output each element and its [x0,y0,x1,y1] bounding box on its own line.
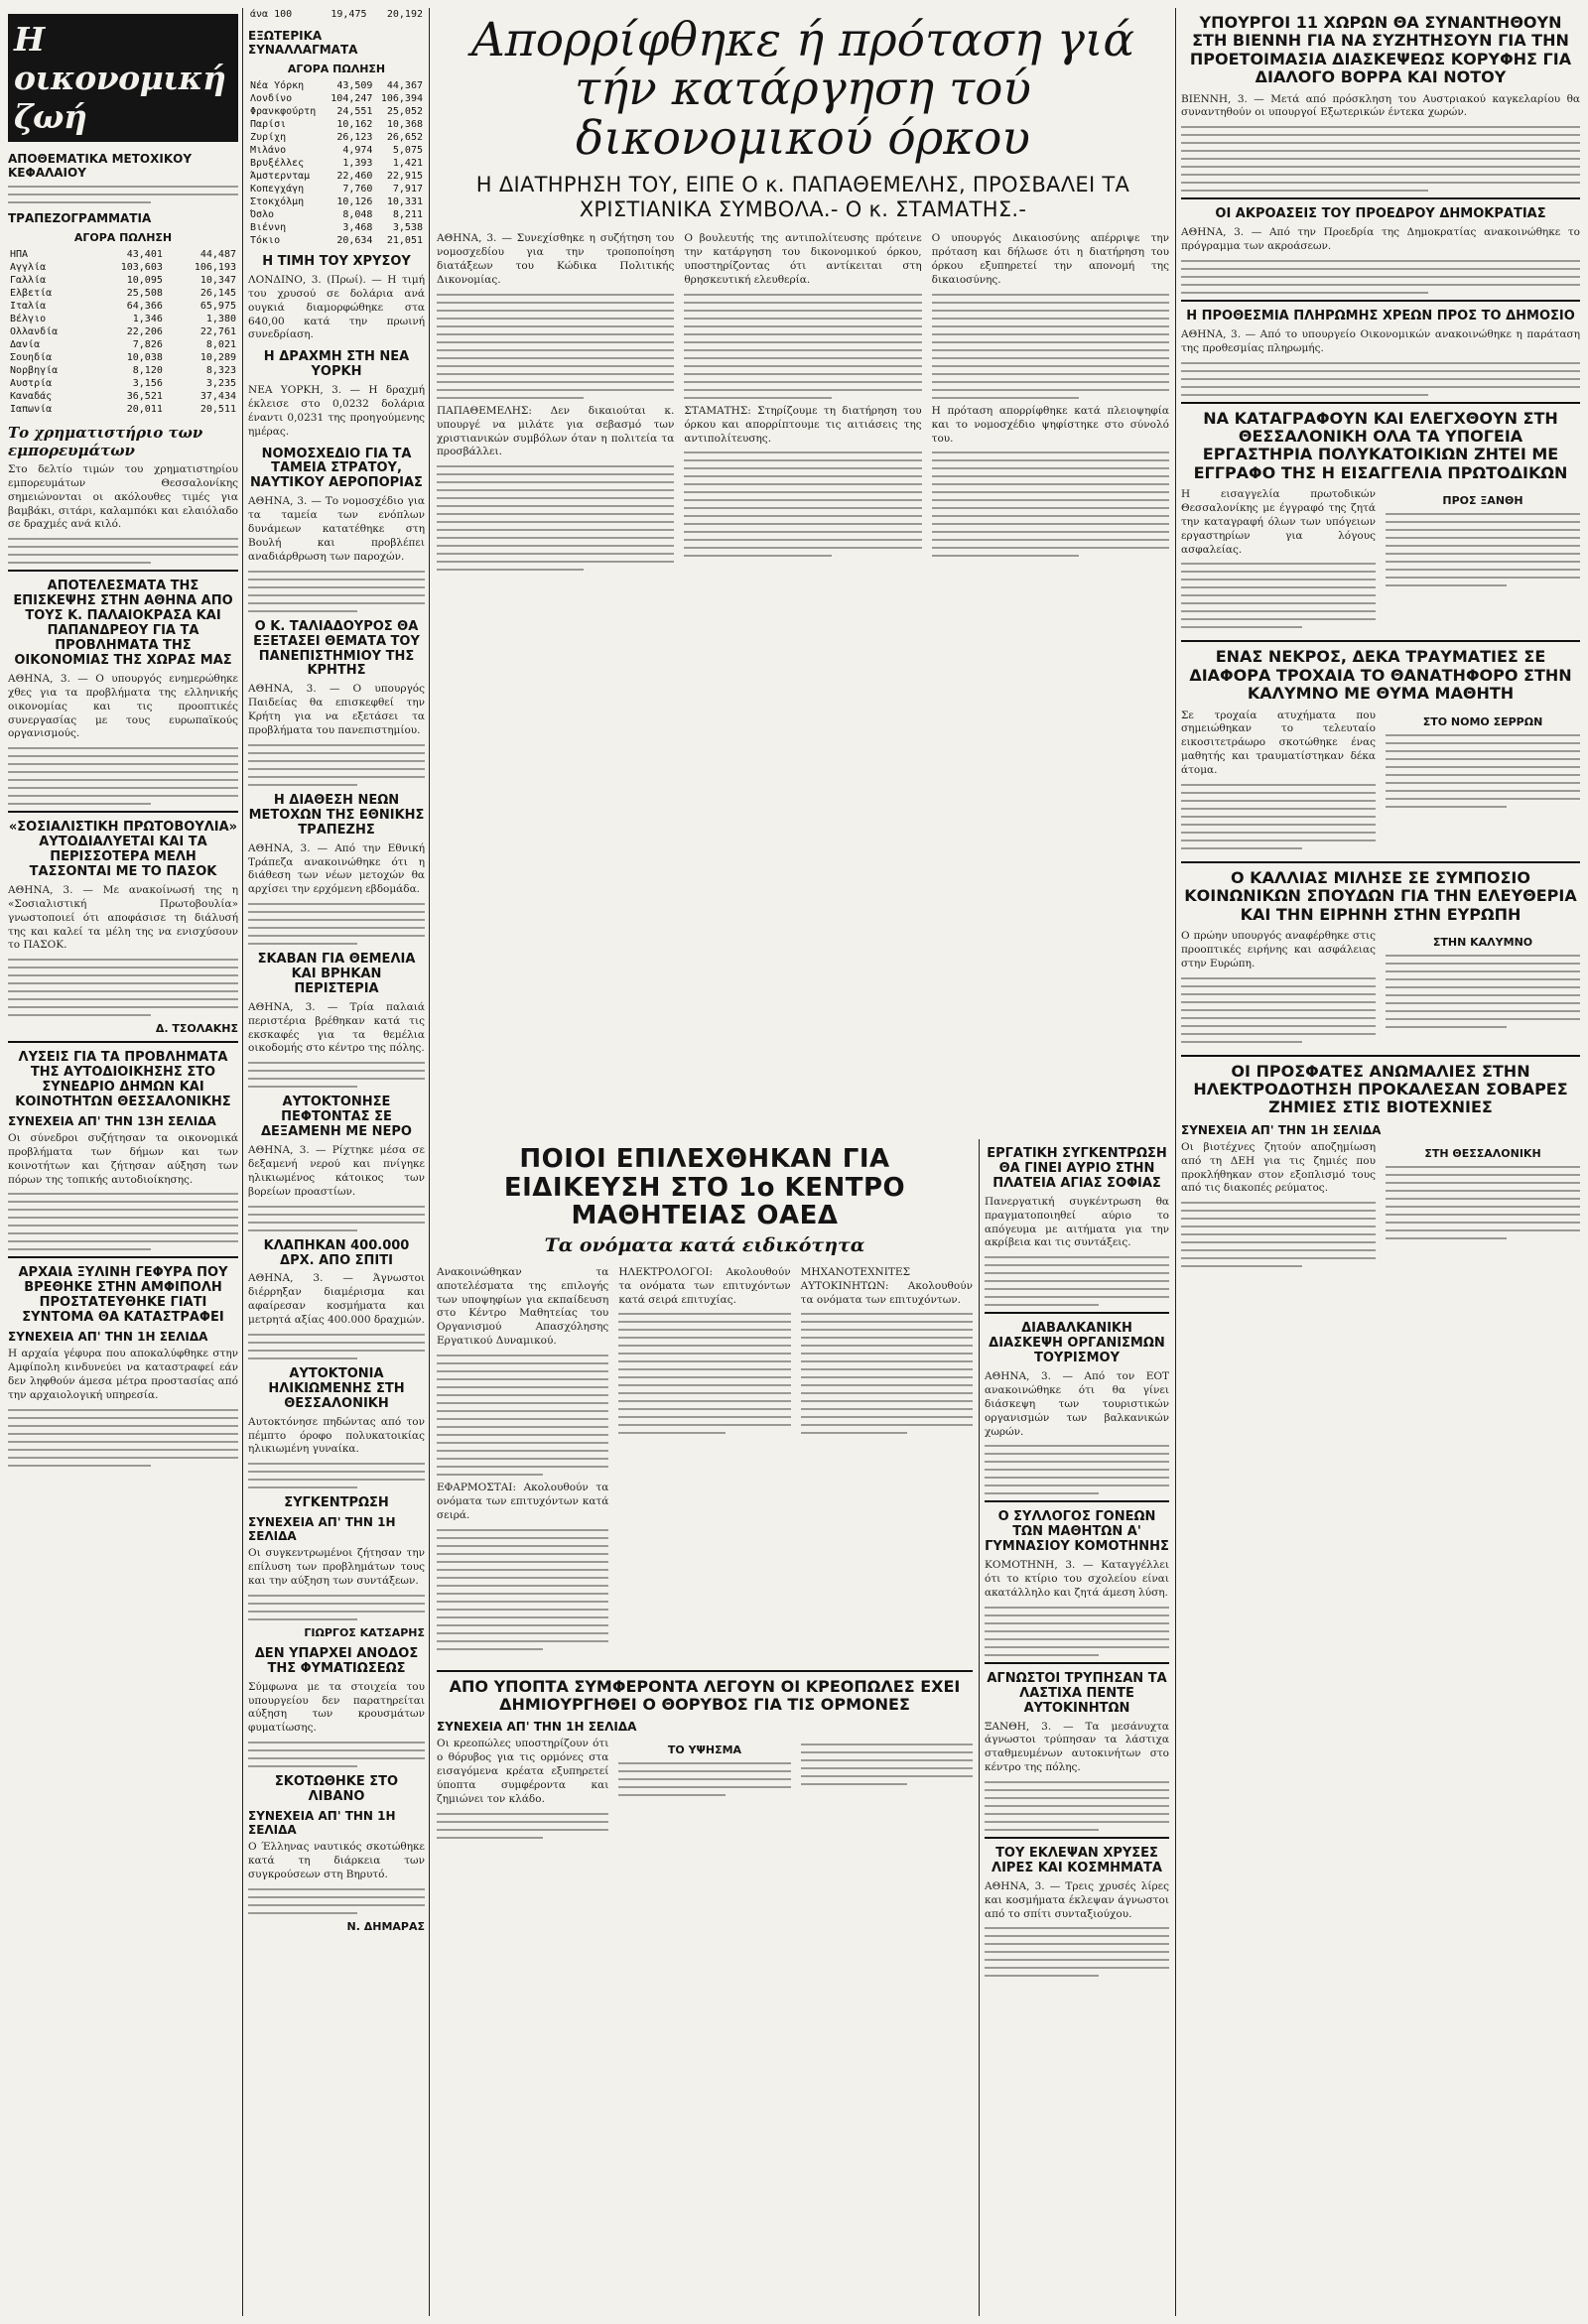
article-text: ΑΘΗΝΑ, 3. — Με ανακοίνωσή της η «Σοσιαλιστική Πρωτοβουλία» γνωστοποιεί ότι αποφάσισε τη διάλυσή της και καλεί τα μέλη της να ενισχύσουν το ΠΑΣΟΚ. [8,883,238,952]
table-cell: 3,156 [132,378,163,389]
article-headline: ΔΕΝ ΥΠΑΡΧΕΙ ΑΝΟΔΟΣ ΤΗΣ ΦΥΜΑΤΙΩΣΕΩΣ [254,1645,419,1676]
commodities-title: Το χρηματιστήριο των εμπορευμάτων [8,424,203,459]
column-rule [242,8,243,2316]
article-headline: ΟΙ ΠΡΟΣΦΑΤΕΣ ΑΝΩΜΑΛΙΕΣ ΣΤΗΝ ΗΛΕΚΤΡΟΔΟΤΗΣΗ ΠΡΟΚΑΛΕΣΑΝ ΣΟΒΑΡΕΣ ΖΗΜΙΕΣ ΣΤΙΣ ΒΙΟΤΕΧΝΙΕΣ [1193,1061,1568,1117]
text-lines [248,903,425,945]
text-lines [801,1313,973,1434]
continued-label: ΣΥΝΕΧΕΙΑ ΑΠ' ΤΗΝ 1Η ΣΕΛΙΔΑ [248,1809,396,1837]
article-columns [1181,930,1580,1049]
column-rule [429,8,430,2316]
article-text: ΑΘΗΝΑ, 3. — Ο υπουργός ενημερώθηκε χθες για τα προβλήματα της ελληνικής οικονομίας και τις προοπτικές συνεργασίας με τους ευρωπαϊκούς οργανισμούς. [8,672,238,740]
table-cell: 1,393 [342,158,373,169]
table-row [8,390,238,403]
text-lines [437,294,674,399]
table-cell: 21,051 [386,235,423,246]
table-cell: 26,123 [336,132,373,143]
oaed-headline: ΠΟΙΟΙ ΕΠΙΛΕΧΘΗΚΑΝ ΓΙΑ ΕΙΔΙΚΕΥΣΗ ΣΤΟ 1ο ΚΕΝΤΡΟ ΜΑΘΗΤΕΙΑΣ ΟΑΕΔ [503,1144,906,1231]
story-column [1181,1141,1376,1273]
table-row [248,105,425,118]
section-subtitle: ΣΤΟ ΝΟΜΟ ΣΕΡΡΩΝ [1422,714,1543,728]
table-cell: 20,011 [126,404,163,415]
article-text: Οι βιοτέχνες ζητούν αποζημίωση από τη ΔΕΗ για τις ζημιές που προκλήθηκαν στον εξοπλισμό τους από τις διακοπές ρεύματος. [1181,1140,1376,1195]
text-lines [248,1742,425,1767]
continued-label: ΣΥΝΕΧΕΙΑ ΑΠ' ΤΗΝ 13Η ΣΕΛΙΔΑ [8,1114,216,1129]
table-cell: Τόκιο [250,235,281,246]
article-headline: Η ΔΙΑΘΕΣΗ ΝΕΩΝ ΜΕΤΟΧΩΝ ΤΗΣ ΕΘΝΙΚΗΣ ΤΡΑΠΕΖΗΣ [248,792,425,838]
table-cell: 22,206 [126,326,163,337]
column-rule [1175,8,1176,2316]
table-cell: Ολλανδία [10,326,59,337]
table-cell: 8,021 [205,339,236,350]
nyc-text: ΝΕΑ ΥΟΡΚΗ, 3. — Η δραχμή έκλεισε στο 0,0232 δολάρια έναντι 0,0231 της προηγούμενης ημέρας. [248,384,425,438]
article-headline: ΕΝΑΣ ΝΕΚΡΟΣ, ΔΕΚΑ ΤΡΑΥΜΑΤΙΕΣ ΣΕ ΔΙΑΦΟΡΑ ΤΡΟΧΑΙΑ ΤΟ ΘΑΝΑΤΗΦΟΡΟ ΣΤΗΝ ΚΑΛΥΜΝΟ ΜΕ ΘΥΜΑ ΜΑΘΗΤΗ [1189,647,1572,704]
text-lines [618,1313,790,1434]
story-column [1386,488,1580,634]
continued-label: ΣΥΝΕΧΕΙΑ ΑΠ' ΤΗΝ 1Η ΣΕΛΙΔΑ [248,1515,396,1544]
table-cell: 22,915 [386,171,423,182]
table-cell: 8,211 [392,209,423,220]
table-cell: Νέα Υόρκη [250,80,305,91]
main-subheadline: Η ΔΙΑΤΗΡΗΣΗ ΤΟΥ, ΕΙΠΕ Ο κ. ΠΑΠΑΘΕΜΕΛΗΣ, ΠΡΟΣΒΑΛΕΙ ΤΑ ΧΡΙΣΤΙΑΝΙΚΑ ΣΥΜΒΟΛΑ.- Ο κ. ΣΤΑΜΑΤΗΣ.- [475,173,1130,222]
table-cell: Όσλο [250,209,275,220]
article-text: Οι συγκεντρωμένοι ζήτησαν την επίλυση των προβλημάτων τους και την αύξηση των συντάξεων. [248,1547,425,1587]
byline: Ν. ΔΗΜΑΡΑΣ [346,1919,425,1933]
exchange-table [248,79,425,247]
table-cell: Λονδίνο [250,93,293,104]
continued-label: ΣΥΝΕΧΕΙΑ ΑΠ' ΤΗΝ 1Η ΣΕΛΙΔΑ [8,1330,208,1345]
text-lines [1386,955,1580,1028]
table-cell: Ιταλία [10,301,47,312]
article-headline: ΣΚΑΒΑΝ ΓΙΑ ΘΕΜΕΛΙΑ ΚΑΙ ΒΡΗΚΑΝ ΠΕΡΙΣΤΕΡΙΑ [257,952,416,996]
table-cell: Βέλγιο [10,314,47,324]
article-columns [1181,1141,1580,1273]
right-lower-articles [1181,402,1580,1274]
column-rule [979,1139,980,2316]
table-row [248,183,425,195]
exchange-heading: ΕΞΩΤΕΡΙΚΑ ΣΥΝΑΛΛΑΓΜΑΤΑ [248,29,358,57]
text-lines [8,747,238,805]
table-cell: 10,126 [336,196,373,207]
index-buy: 19,475 [331,9,367,20]
table-row [248,79,425,92]
text-lines [1181,784,1376,849]
article-text: Σύμφωνα με τα στοιχεία του υπουργείου δεν παρατηρείται αύξηση των κρουσμάτων φυματίωσης. [248,1680,425,1735]
commodities-lines [8,538,238,564]
table-row [248,195,425,208]
table-cell: Φρανκφούρτη [250,106,317,117]
article-rule [985,1500,1169,1502]
article-headline: ΔΙΑΒΑΛΚΑΝΙΚΗ ΔΙΑΣΚΕΨΗ ΟΡΓΑΝΙΣΜΩΝ ΤΟΥΡΙΣΜΟΥ [989,1321,1165,1366]
column-briefs [248,8,425,1937]
article-rule [985,1312,1169,1314]
text-lines [932,452,1169,557]
table-cell: 8,048 [342,209,373,220]
story-column [801,1266,973,1656]
table-cell: Μιλάνο [250,145,287,156]
story-paragraph: Η πρόταση απορρίφθηκε κατά πλειοψηφία και το νομοσχέδιο ψηφίστηκε στο σύνολό του. [931,404,1169,445]
table-cell: 22,460 [336,171,373,182]
table-cell: 20,511 [199,404,236,415]
article-text: Πανεργατική συγκέντρωση θα πραγματοποιηθεί αύριο το απόγευμα με αιτήματα για την ακρίβεια και τις συντάξεις. [985,1195,1169,1249]
text-lines [985,1927,1169,1977]
article-rule [8,811,238,813]
text-lines [1386,734,1580,808]
article-text: Αυτοκτόνησε πηδώντας από τον πέμπτο όροφο πολυκατοικίας ηλικιωμένη γυναίκα. [248,1415,425,1456]
article-headline: ΑΡΧΑΙΑ ΞΥΛΙΝΗ ΓΕΦΥΡΑ ΠΟΥ ΒΡΕΘΗΚΕ ΣΤΗΝ ΑΜΦΙΠΟΛΗ ΠΡΟΣΤΑΤΕΥΘΗΚΕ ΓΙΑΤΙ ΣΥΝΤΟΜΑ ΘΑ ΚΑΤΑΣΤΡΑΦΕΙ [18,1265,228,1326]
table-cell: Βρυξέλλες [250,158,305,169]
article-rule [1181,861,1580,863]
text-lines [985,1607,1169,1656]
section-subtitle: ΠΡΟΣ ΞΑΝΘΗ [1442,494,1523,508]
article-text: ΑΘΗΝΑ, 3. — Τρία παλαιά περιστέρια βρέθηκαν κατά τις εκσκαφές για τα θεμέλια οικοδομής στο κέντρο της πόλης. [248,1000,425,1055]
article-text: ΑΘΗΝΑ, 3. — Ρίχτηκε μέσα σε δεξαμενή νερού και πνίγηκε ηλικιωμένος κάτοικος των βορείων προαστίων. [248,1144,425,1198]
story-paragraph: ΗΛΕΚΤΡΟΛΟΓΟΙ: Ακολουθούν τα ονόματα των επιτυχόντων κατά σειρά επιτυχίας. [618,1265,791,1306]
table-cell: Δανία [10,339,41,350]
table-row [248,131,425,144]
table-cell: 1,346 [132,314,163,324]
article-text: Η εισαγγελία πρωτοδικών Θεσσαλονίκης με έγγραφό της ζητά την καταγραφή όλων των υπόγειων εργαστηρίων για λόγους ασφαλείας. [1181,488,1376,556]
orpheus-subtitle: ΤΟ ΥΨΗΣΜΑ [667,1743,742,1757]
article-text: Οι σύνεδροι συζήτησαν τα οικονομικά προβλήματα των δήμων και των κοινοτήτων και ζήτησαν αύξηση των πόρων της τοπικής αυτοδιοίκησης. [8,1132,238,1186]
text-lines [1181,126,1580,192]
text-lines [1181,1202,1376,1267]
article-text: Σε τροχαία ατυχήματα που σημειώθηκαν το τελευταίο εικοσιτετράωρο σκοτώθηκε ένας μαθητής και τραυματίστηκαν δέκα άτομα. [1181,709,1376,777]
article-headline: Ο ΣΥΛΛΟΓΟΣ ΓΟΝΕΩΝ ΤΩΝ ΜΑΘΗΤΩΝ Α' ΓΥΜΝΑΣΙΟΥ ΚΟΜΟΤΗΝΗΣ [985,1509,1169,1555]
text-lines [8,959,238,1016]
text-lines [1386,513,1580,586]
gold-heading: Η ΤΙΜΗ ΤΟΥ ΧΡΥΣΟΥ [262,254,411,269]
table-cell: Καναδάς [10,391,53,402]
article-text: ΑΘΗΝΑ, 3. — Από την Εθνική Τράπεζα ανακοινώθηκε ότι η διάθεση των νέων μετοχών θα αρχίσει την ερχόμενη εβδομάδα. [248,841,425,896]
article-text: Η αρχαία γέφυρα που αποκαλύφθηκε στην Αμφίπολη κινδυνεύει να καταστραφεί εάν δεν ληφθούν άμεσα μέτρα προστασίας από την αρχαιολογική υπηρεσία. [8,1348,238,1401]
table-cell: Νορβηγία [10,365,59,376]
article-headline: Η ΠΡΟΘΕΣΜΙΑ ΠΛΗΡΩΜΗΣ ΧΡΕΩΝ ΠΡΟΣ ΤΟ ΔΗΜΟΣΙΟ [1186,308,1575,323]
article-rule [1181,197,1580,199]
table-row [248,118,425,131]
table-cell: 103,603 [120,262,163,273]
table-cell: 10,368 [386,119,423,130]
table-row [8,261,238,274]
table-cell: 43,401 [126,249,163,260]
table-cell: 26,652 [386,132,423,143]
table-row [8,338,238,351]
table-cell: 65,975 [199,301,236,312]
article-columns [1181,488,1580,634]
table-cell: Ελβετία [10,288,53,299]
gold-text: ΛΟΝΔΙΝΟ, 3. (Πρωί). — Η τιμή του χρυσού σε δολάρια ανά ουγκιά διαμορφώθηκε στα 640,00 κατά την πρωινή συνεδρίαση. [248,273,425,341]
article-rule [985,1837,1169,1839]
article-headline: ΣΥΓΚΕΝΤΡΩΣΗ [284,1495,389,1511]
table-cell: Βιέννη [250,222,287,233]
table-cell: Αυστρία [10,378,53,389]
article-rule [1181,402,1580,404]
text-lines [8,1409,238,1467]
story-paragraph: ΕΦΑΡΜΟΣΤΑΙ: Ακολουθούν τα ονόματα των επιτυχόντων κατά σειρά. [437,1481,609,1521]
article-text: ΑΘΗΝΑ, 3. — Το νομοσχέδιο για τα ταμεία των ενόπλων δυνάμεων κατατέθηκε στη Βουλή και προβλέπει αναδιάρθρωση των παροχών. [248,495,425,563]
bank-notes-heading: ΤΡΑΠΕΖΟΓΡΑΜΜΑΤΙΑ [8,211,152,225]
table-cell: Ιαπωνία [10,404,53,415]
story-column [437,232,674,577]
table-cell: 7,760 [342,184,373,194]
table-row [8,274,238,287]
table-cell: 106,394 [380,93,423,104]
article-text: ΒΙΕΝΝΗ, 3. — Μετά από πρόσκληση του Αυστριακού καγκελαρίου θα συναντηθούν οι υπουργοί Εξωτερικών έντεκα χωρών. [1181,92,1580,119]
table-cell: Γαλλία [10,275,47,286]
text-lines [8,1193,238,1250]
table-row [248,144,425,157]
table-cell: 10,347 [199,275,236,286]
table-cell: 20,634 [336,235,373,246]
right-column [1181,8,1580,2316]
right-top-articles [1181,14,1580,396]
text-lines [248,1334,425,1359]
story-column [1386,1141,1580,1273]
orpheus-headline: ΑΠΟ ΥΠΟΠΤΑ ΣΥΜΦΕΡΟΝΤΑ ΛΕΓΟΥΝ ΟΙ ΚΡΕΟΠΩΛΕΣ ΕΧΕΙ ΔΗΜΙΟΥΡΓΗΘΕΙ Ο ΘΟΡΥΒΟΣ ΓΙΑ ΤΙΣ ΟΡΜΟΝΕΣ [449,1676,961,1714]
table-row [8,300,238,313]
commodities-text: Στο δελτίο τιμών του χρηματιστηρίου εμπορευμάτων Θεσσαλονίκης σημειώνονται οι ακόλουθες τιμές για βαμβάκι, σιτάρι, καλαμπόκι και ελαιόλαδο σε δραχμές ανά κιλό. [8,463,238,531]
text-lines [437,1529,608,1650]
table-cell: 24,551 [336,106,373,117]
text-lines [1181,362,1580,396]
story-paragraph: Ο βουλευτής της αντιπολίτευσης πρότεινε την κατάργηση του δικονομικού όρκου, υποστηρίζοντας ότι αντίκειται στη θρησκευτική ελευθερία. [684,232,922,286]
top-index-row [248,8,425,21]
table-cell: 5,075 [392,145,423,156]
index-label: άνα 100 [250,9,293,20]
main-headline: Απορρίφθηκε ή πρόταση γιά τήν κατάργηση τού δικονομικού όρκου [470,13,1135,166]
table-cell: 22,761 [199,326,236,337]
table-cell: 3,468 [342,222,373,233]
table-cell: Σουηδία [10,352,53,363]
text-lines [684,452,921,557]
table-cell: 37,434 [199,391,236,402]
column-1-articles [8,570,238,1466]
text-lines [684,294,921,399]
text-lines [248,571,425,612]
text-lines [1181,977,1376,1043]
text-lines [985,1445,1169,1494]
table-cell: 43,509 [336,80,373,91]
main-story-body [437,232,1169,577]
article-headline: ΑΥΤΟΚΤΟΝΗΣΕ ΠΕΦΤΟΝΤΑΣ ΣΕ ΔΕΞΑΜΕΝΗ ΜΕ ΝΕΡΟ [260,1095,412,1140]
index-sell: 20,192 [386,9,423,20]
table-row [8,403,238,416]
article-headline: ΝΑ ΚΑΤΑΓΡΑΦΟΥΝ ΚΑΙ ΕΛΕΓΧΘΟΥΝ ΣΤΗ ΘΕΣΣΑΛΟΝΙΚΗ ΟΛΑ ΤΑ ΥΠΟΓΕΙΑ ΕΡΓΑΣΤΗΡΙΑ ΠΟΛΥΚΑΤΟΙΚΙΩΝ ΖΗΤΕΙ ΜΕ ΕΓΓΡΑΦΟ ΤΗΣ Η ΕΙΣΑΓΓΕΛΙΑ ΠΡΩΤΟΔΙΚΩΝ [1193,408,1568,482]
orpheus-continued: ΣΥΝΕΧΕΙΑ ΑΠ' ΤΗΝ 1Η ΣΕΛΙΔΑ [437,1720,637,1735]
table-cell: Στοκχόλμη [250,196,305,207]
column-economy [8,8,238,1473]
story-column [684,232,921,577]
text-lines [248,1595,425,1620]
article-rule [985,1662,1169,1664]
table-cell: 10,095 [126,275,163,286]
table-row [248,234,425,247]
article-headline: ΣΚΟΤΩΘΗΚΕ ΣΤΟ ΛΙΒΑΝΟ [274,1774,399,1805]
table-cell: ΗΠΑ [10,249,29,260]
masthead-title: Η οικονομική ζωή [8,14,238,142]
oaed-subheadline: Τα ονόματα κατά ειδικότητα [544,1233,865,1256]
table-row [248,92,425,105]
table-cell: 3,538 [392,222,423,233]
story-column [437,1266,608,1656]
story-column [1181,710,1376,855]
article-columns [1181,710,1580,855]
article-headline: Ο Κ. ΤΑΛΙΑΔΟΥΡΟΣ ΘΑ ΕΞΕΤΑΣΕΙ ΘΕΜΑΤΑ ΤΟΥ ΠΑΝΕΠΙΣΤΗΜΙΟΥ ΤΗΣ ΚΡΗΤΗΣ [253,618,420,679]
story-paragraph: ΠΑΠΑΘΕΜΕΛΗΣ: Δεν δικαιούται κ. υπουργέ να μιλάτε για σεβασμό των χριστιανικών συμβόλων όταν η πολιτεία τα προσβάλλει. [437,404,675,458]
table-row [248,221,425,234]
article-text: ΑΘΗΝΑ, 3. — Τρεις χρυσές λίρες και κοσμήματα έκλεψαν άγνωστοι από το σπίτι συνταξιούχου. [985,1879,1169,1920]
table-cell: 44,487 [199,249,236,260]
exchange-subheading: ΑΓΟΡΑ ΠΩΛΗΣΗ [287,63,386,75]
bank-notes-table [8,248,238,416]
story-column [618,1266,790,1656]
article-text: ΑΘΗΝΑ, 3. — Ο υπουργός Παιδείας θα επισκεφθεί την Κρήτη για να εξετάσει τα προβλήματα του πανεπιστημίου. [248,683,425,736]
story-paragraph: ΑΘΗΝΑ, 3. — Συνεχίσθηκε η συζήτηση του νομοσχεδίου για την τροποποίηση διατάξεων του Κώδικα Πολιτικής Δικονομίας. [437,232,675,286]
article-headline: ΟΙ ΑΚΡΟΑΣΕΙΣ ΤΟΥ ΠΡΟΕΔΡΟΥ ΔΗΜΟΚΡΑΤΙΑΣ [1215,206,1546,222]
table-row [8,287,238,300]
section-subtitle: ΣΤΗ ΘΕΣΣΑΛΟΝΙΚΗ [1424,1146,1541,1160]
story-paragraph: ΜΗΧΑΝΟΤΕΧΝΙΤΕΣ ΑΥΤΟΚΙΝΗΤΩΝ: Ακολουθούν τα ονόματα των επιτυχόντων. [800,1265,973,1306]
table-row [248,157,425,170]
text-lines [437,1355,608,1476]
article-text: ΑΘΗΝΑ, 3. — Από το υπουργείο Οικονομικών ανακοινώθηκε η παράταση της προθεσμίας πληρωμής. [1181,327,1580,354]
article-headline: ΑΠΟΤΕΛΕΣΜΑΤΑ ΤΗΣ ΕΠΙΣΚΕΨΗΣ ΣΤΗΝ ΑΘΗΝΑ ΑΠΟ ΤΟΥΣ Κ. ΠΑΛΑΙΟΚΡΑΣΑ ΚΑΙ ΠΑΠΑΝΔΡΕΟΥ ΓΙΑ ΤΑ ΠΡΟΒΛΗΜΑΤΑ ΤΗΣ ΟΙΚΟΝΟΜΙΑΣ ΤΗΣ ΧΩΡΑΣ ΜΑΣ [13,579,233,668]
article-headline: ΥΠΟΥΡΓΟΙ 11 ΧΩΡΩΝ ΘΑ ΣΥΝΑΝΤΗΘΟΥΝ ΣΤΗ ΒΙΕΝΝΗ ΓΙΑ ΝΑ ΣΥΖΗΤΗΣΟΥΝ ΓΙΑ ΤΗΝ ΠΡΟΕΤΟΙΜΑΣΙΑ ΔΙΑΣΚΕΨΕΩΣ ΚΟΡΥΦΗΣ ΓΙΑ ΔΙΑΛΟΓΟ ΒΟΡΡΑ ΚΑΙ ΝΟΤΟΥ [1189,13,1572,87]
table-row [8,377,238,390]
table-row [248,170,425,183]
text-lines [248,744,425,786]
article-headline: «ΣΟΣΙΑΛΙΣΤΙΚΗ ΠΡΩΤΟΒΟΥΛΙΑ» ΑΥΤΟΔΙΑΛΥΕΤΑΙ ΚΑΙ ΤΑ ΠΕΡΙΣΣΟΤΕΡΑ ΜΕΛΗ ΤΑΣΣΟΝΤΑΙ ΜΕ ΤΟ ΠΑΣΟΚ [8,820,238,880]
table-cell: 4,974 [342,145,373,156]
article-headline: Ο ΚΑΛΛΙΑΣ ΜΙΛΗΣΕ ΣΕ ΣΥΜΠΟΣΙΟ ΚΟΙΝΩΝΙΚΩΝ ΣΠΟΥΔΩΝ ΓΙΑ ΤΗΝ ΕΛΕΥΘΕΡΙΑ ΚΑΙ ΤΗΝ ΕΙΡΗΝΗ ΣΤΗΝ ΕΥΡΩΠΗ [1184,867,1577,924]
table-cell: 25,508 [126,288,163,299]
article-text: ΚΟΜΟΤΗΝΗ, 3. — Καταγγέλλει ότι το κτίριο του σχολείου είναι ακατάλληλο και ζητά άμεση λύση. [985,1559,1169,1599]
article-rule [1181,640,1580,642]
story-paragraph: Ο υπουργός Δικαιοσύνης απέρριψε την πρόταση και δήλωσε ότι η διατήρηση του όρκου εξυπηρετεί την απονομή της δικαιοσύνης. [931,232,1169,286]
table-cell: 106,193 [194,262,236,273]
table-cell: 1,421 [392,158,423,169]
story-paragraph: Ανακοινώθηκαν τα αποτελέσματα της επιλογής των υποψηφίων για εκπαίδευση στο Κέντρο Μαθητείας του Οργανισμού Απασχόλησης Εργατικού Δυναμικού. [437,1265,609,1348]
article-rule [1181,1055,1580,1057]
table-cell: 44,367 [386,80,423,91]
table-row [8,248,238,261]
article-text: ΞΑΝΘΗ, 3. — Τα μεσάνυχτα άγνωστοι τρύπησαν τα λάστιχα σταθμευμένων αυτοκινήτων στο κέντρο της πόλης. [985,1720,1169,1774]
table-row [8,313,238,325]
section-subtitle: ΣΤΗΝ ΚΑΛΥΜΝΟ [1432,936,1533,950]
table-row [248,208,425,221]
story-column [1386,710,1580,855]
table-cell: Άμστερνταμ [250,171,311,182]
text-lines [248,1206,425,1231]
story-column [932,232,1169,577]
article-headline: ΑΥΤΟΚΤΟΝΙΑ ΗΛΙΚΙΩΜΕΝΗΣ ΣΤΗ ΘΕΣΣΑΛΟΝΙΚΗ [268,1365,405,1411]
story-column [1386,930,1580,1049]
text-lines [248,1888,425,1914]
article-headline: ΝΟΜΟΣΧΕΔΙΟ ΓΙΑ ΤΑ ΤΑΜΕΙΑ ΣΤΡΑΤΟΥ, ΝΑΥΤΙΚΟΥ ΑΕΡΟΠΟΡΙΑΣ [250,446,423,491]
article-headline: ΤΟΥ ΕΚΛΕΨΑΝ ΧΡΥΣΕΣ ΛΙΡΕΣ ΚΑΙ ΚΟΣΜΗΜΑΤΑ [992,1846,1162,1875]
table-row [8,351,238,364]
table-cell: Ζυρίχη [250,132,287,143]
oaed-story [437,1139,973,2316]
orpheus-body [437,1738,973,1844]
table-cell: 104,247 [331,93,373,104]
text-lines [985,1256,1169,1306]
text-lines [248,1062,425,1088]
table-cell: 3,235 [205,378,236,389]
article-rule [8,1041,238,1043]
text-lines [1181,260,1580,294]
table-cell: 10,162 [336,119,373,130]
main-story [437,8,1169,1139]
article-text: ΑΘΗΝΑ, 3. — Άγνωστοι διέρρηξαν διαμέρισμα και αφαίρεσαν κοσμήματα και μετρητά αξίας 400.000 δραχμών. [248,1272,425,1327]
table-cell: 1,380 [205,314,236,324]
table-cell: 10,289 [199,352,236,363]
continued-label: ΣΥΝΕΧΕΙΑ ΑΠ' ΤΗΝ 1Η ΣΕΛΙΔΑ [1181,1122,1382,1137]
text-lines [985,1781,1169,1831]
column-2-articles [248,448,425,1933]
article-rule [8,570,238,572]
market-heading: ΑΠΟΘΕΜΑΤΙΚΑ ΜΕΤΟΧΙΚΟΥ ΚΕΦΑΛΑΙΟΥ [8,152,193,180]
article-text: Ο πρώην υπουργός αναφέρθηκε στις προοπτικές ειρήνης και ασφάλειας στην Ευρώπη. [1181,930,1376,969]
table-cell: 36,521 [126,391,163,402]
table-cell: 8,120 [132,365,163,376]
article-rule [8,1256,238,1258]
table-row [8,364,238,377]
story-column [1181,488,1376,634]
text-lines [1181,563,1376,628]
bank-notes-subheading: ΑΓΟΡΑ ΠΩΛΗΣΗ [73,231,173,244]
text-lines [932,294,1169,399]
story-column [1181,930,1376,1049]
byline: Δ. ΤΣΟΛΑΚΗΣ [155,1022,238,1036]
table-cell: Παρίσι [250,119,287,130]
article-headline: ΑΓΝΩΣΤΟΙ ΤΡΥΠΗΣΑΝ ΤΑ ΛΑΣΤΙΧΑ ΠΕΝΤΕ ΑΥΤΟΚΙΝΗΤΩΝ [987,1670,1167,1716]
table-cell: 26,145 [199,288,236,299]
article-headline: ΚΛΑΠΗΚΑΝ 400.000 ΔΡΧ. ΑΠΟ ΣΠΙΤΙ [263,1237,410,1268]
article-text: Ο Έλληνας ναυτικός σκοτώθηκε κατά τη διάρκεια των συγκρούσεων στη Βηρυτό. [248,1841,425,1880]
article-text: ΑΘΗΝΑ, 3. — Από τον ΕΟΤ ανακοινώθηκε ότι θα γίνει διάσκεψη των τουριστικών οργανισμών των βαλκανικών χωρών. [985,1370,1169,1438]
table-cell: 64,366 [126,301,163,312]
table-cell: 25,052 [386,106,423,117]
table-cell: 7,917 [392,184,423,194]
text-lines [1386,1166,1580,1239]
article-headline: ΕΡΓΑΤΙΚΗ ΣΥΓΚΕΝΤΡΩΣΗ ΘΑ ΓΙΝΕΙ ΑΥΡΙΟ ΣΤΗΝ ΠΛΑΤΕΙΑ ΑΓΙΑΣ ΣΟΦΙΑΣ [987,1146,1167,1191]
article-headline: ΛΥΣΕΙΣ ΓΙΑ ΤΑ ΠΡΟΒΛΗΜΑΤΑ ΤΗΣ ΑΥΤΟΔΙΟΙΚΗΣΗΣ ΣΤΟ ΣΥΝΕΔΡΙΟ ΔΗΜΩΝ ΚΑΙ ΚΟΙΝΟΤΗΤΩΝ ΘΕΣΣΑΛΟΝΙΚΗΣ [15,1050,231,1110]
market-text-block [8,186,238,203]
orpheus-text: Οι κρεοπώλες υποστηρίζουν ότι ο θόρυβος για τις ορμόνες στα εισαγόμενα κρέατα εξυπηρετεί ύποπτα συμφέροντα και ζημιώνει τον κλάδο. [437,1738,609,1805]
table-cell: 10,038 [126,352,163,363]
table-cell: 7,826 [132,339,163,350]
text-lines [437,465,674,571]
byline: ΓΙΩΡΓΟΣ ΚΑΤΣΑΡΗΣ [304,1625,425,1639]
oaed-body [437,1266,973,1656]
table-cell: 10,331 [386,196,423,207]
text-lines [248,1463,425,1488]
article-text: ΑΘΗΝΑ, 3. — Από την Προεδρία της Δημοκρατίας ανακοινώθηκε το πρόγραμμα των ακροάσεων. [1181,226,1580,253]
table-cell: 8,323 [205,365,236,376]
middle-briefs [985,1139,1169,2316]
table-row [8,325,238,338]
table-cell: Αγγλία [10,262,47,273]
table-cell: Κοπεγχάγη [250,184,305,194]
story-paragraph: ΣΤΑΜΑΤΗΣ: Στηρίζουμε τη διατήρηση του όρκου και απορρίπτουμε τις αιτιάσεις της αντιπολίτευσης. [684,404,922,445]
nyc-heading: Η ΔΡΑΧΜΗ ΣΤΗ ΝΕΑ ΥΟΡΚΗ [263,349,410,380]
article-rule [1181,300,1580,302]
